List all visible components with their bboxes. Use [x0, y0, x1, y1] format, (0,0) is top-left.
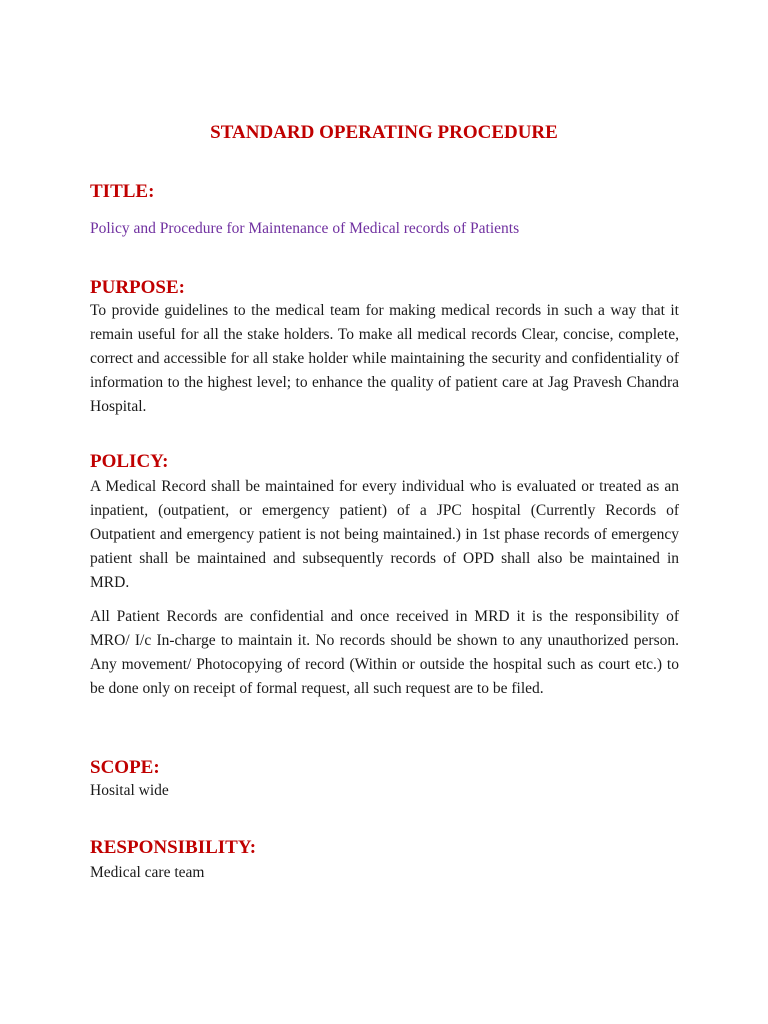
title-text: Policy and Procedure for Maintenance of Medical records of Patients: [90, 220, 520, 237]
responsibility-heading: RESPONSIBILITY:: [90, 837, 257, 858]
document-title: STANDARD OPERATING PROCEDURE: [210, 122, 558, 143]
scope-text: Hosital wide: [90, 782, 169, 799]
policy-paragraph-1: A Medical Record shall be maintained for every individual who is evaluated or treated as an inpatient, (outpatient, or emergency patient) of a JPC hospital (Currently Records of Outpatient and emergency patient is not being maintained.) in 1st phase records of emergency patient shall be maintained and subsequently records of OPD shall also be maintained in MRD.: [90, 478, 679, 591]
scope-heading: SCOPE:: [90, 757, 160, 778]
responsibility-text: Medical care team: [90, 864, 205, 881]
purpose-text: To provide guidelines to the medical team for making medical records in such a way that it remain useful for all the stake holders. To make all medical records Clear, concise, complete, correct and accessible for all stake holder while maintaining the security and confidentiality of information to the highest level; to enhance the quality of patient care at Jag Pravesh Chandra Hospital.: [90, 302, 679, 415]
purpose-heading: PURPOSE:: [90, 277, 185, 298]
title-heading: TITLE:: [90, 181, 155, 202]
policy-heading: POLICY:: [90, 451, 169, 472]
policy-paragraph-2: All Patient Records are confidential and once received in MRD it is the responsibility of MRO/ I/c In-charge to maintain it. No records should be shown to any unauthorized person. Any movement/ Photocopying of record (Within or outside the hospital such as court etc.) to be done only on receipt of formal request, all such request are to be filed.: [90, 608, 679, 697]
